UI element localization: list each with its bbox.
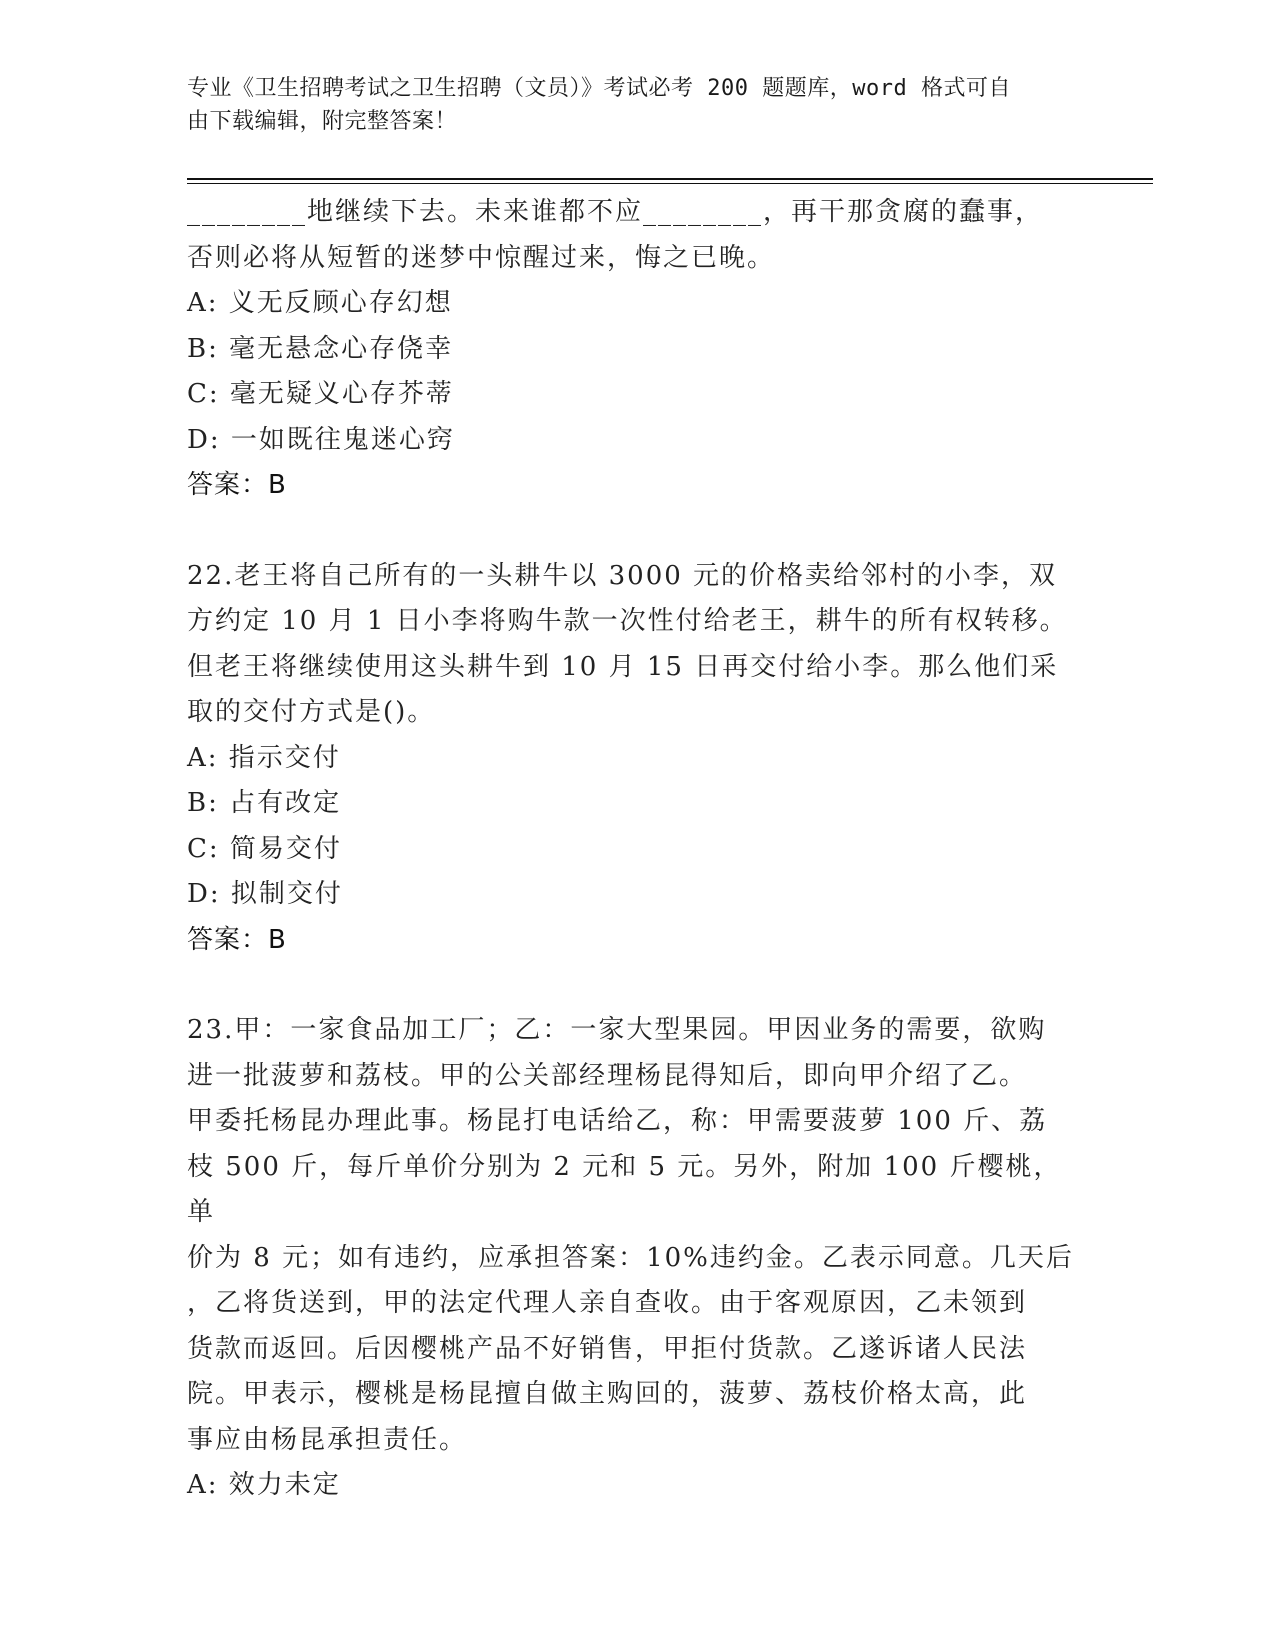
question-text-line: ________地继续下去。未来谁都不应________，再干那贪腐的蠢事， — [187, 197, 1044, 227]
option-c: C: 简易交付 — [187, 833, 342, 864]
spacer — [187, 963, 1087, 1008]
document-header — [187, 72, 1067, 138]
question-text-line: 院。甲表示，樱桃是杨昆擅自做主购回的，菠萝、荔枝价格太高，此 — [187, 1379, 1028, 1409]
question-21-continuation — [187, 190, 1087, 509]
document-body — [187, 190, 1087, 1509]
option-d: D: 拟制交付 — [187, 879, 343, 909]
question-22 — [187, 554, 1087, 964]
question-text-line: 23.甲：一家食品加工厂；乙：一家大型果园。甲因业务的需要，欲购 — [187, 1015, 1047, 1045]
question-text-line: 枝 500 斤，每斤单价分别为 2 元和 5 元。另外，附加 100 斤樱桃，单 — [187, 1151, 1062, 1227]
option-a: A: 指示交付 — [187, 742, 341, 773]
option-b: B: 占有改定 — [187, 788, 342, 818]
spacer — [187, 509, 1087, 554]
option-b: B: 毫无悬念心存侥幸 — [187, 333, 454, 364]
question-text-line: 22.老王将自己所有的一头耕牛以 3000 元的价格卖给邻村的小李，双 — [187, 560, 1058, 591]
question-text-line: 事应由杨昆承担责任。 — [187, 1424, 468, 1455]
header-title-line-1: 专业《卫生招聘考试之卫生招聘（文员）》考试必考 200 题题库，word 格式可自 — [187, 76, 1011, 101]
answer-line: 答案：B — [187, 924, 287, 955]
header-divider — [187, 178, 1153, 184]
option-a: A: 义无反顾心存幻想 — [187, 288, 453, 318]
question-text-line: 甲委托杨昆办理此事。杨昆打电话给乙，称：甲需要菠萝 100 斤、荔 — [187, 1106, 1048, 1136]
question-23 — [187, 1008, 1087, 1509]
question-text-line: 货款而返回。后因樱桃产品不好销售，甲拒付货款。乙遂诉诸人民法 — [187, 1333, 1028, 1364]
header-title-line-2: 由下载编辑，附完整答案！ — [187, 109, 458, 134]
question-text-line: ，乙将货送到，甲的法定代理人亲自查收。由于客观原因，乙未领到 — [187, 1288, 1028, 1318]
option-a: A: 效力未定 — [187, 1470, 341, 1500]
answer-line: 答案：B — [187, 470, 287, 500]
option-c: C: 毫无疑义心存芥蒂 — [187, 379, 454, 409]
question-text-line: 方约定 10 月 1 日小李将购牛款一次性付给老王，耕牛的所有权转移。 — [187, 606, 1068, 636]
question-text-line: 否则必将从短暂的迷梦中惊醒过来，悔之已晚。 — [187, 242, 776, 273]
question-text-line: 取的交付方式是()。 — [187, 697, 436, 727]
option-d: D: 一如既往鬼迷心窍 — [187, 424, 455, 455]
question-text-line: 但老王将继续使用这头耕牛到 10 月 15 日再交付给小李。那么他们采 — [187, 651, 1059, 682]
question-text-line: 进一批菠萝和荔枝。甲的公关部经理杨昆得知后，即向甲介绍了乙。 — [187, 1060, 1028, 1091]
question-text-line: 价为 8 元；如有违约，应承担答案：10%违约金。乙表示同意。几天后 — [187, 1242, 1074, 1273]
